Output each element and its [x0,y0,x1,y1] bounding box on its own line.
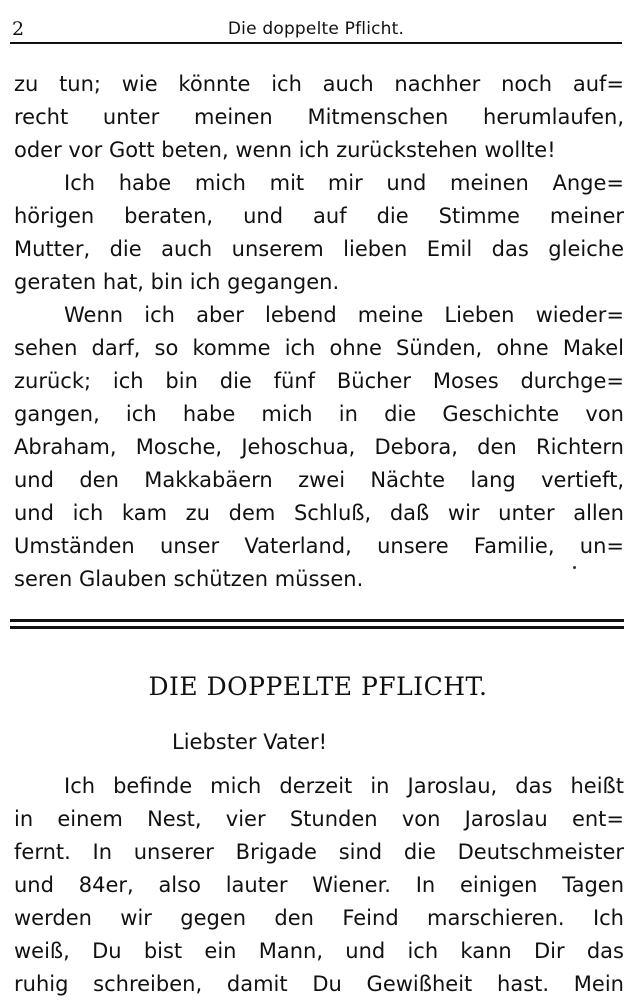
text-line: in einem Nest, vier Stunden von Jaroslau ent= [14,807,624,831]
text-line: und ich kam zu dem Schluß, daß wir unter allen [14,501,624,525]
section-rule-top [10,619,624,622]
text-line: Ich befinde mich derzeit in Jaroslau, das heißt [64,774,624,798]
page-number: 2 [12,18,25,40]
text-line: Wenn ich aber lebend meine Lieben wieder= [64,303,624,327]
text-line: oder vor Gott beten, wenn ich zurückstehen wollte! [14,138,556,162]
text-line: Ich habe mich mit mir und meinen Ange= [64,171,624,195]
text-line: sehen darf, so komme ich ohne Sünden, ohne Makel [14,336,624,360]
section-rule-bottom [10,626,624,629]
text-line: recht unter meinen Mitmenschen herumlaufen, [14,105,624,129]
text-line: seren Glauben schützen müssen. [14,567,364,591]
text-line: zu tun; wie könnte ich auch nachher noch auf= [14,72,624,96]
text-line: Abraham, Mosche, Jehoschua, Debora, den Richtern [14,435,624,459]
print-speck [573,566,576,569]
text-line: weiß, Du bist ein Mann, und ich kann Dir das [14,939,624,963]
running-head [10,14,622,40]
text-line: ruhig schreiben, damit Du Gewißheit hast. Mein [14,972,624,996]
text-line: Mutter, die auch unserem lieben Emil das gleiche [14,237,624,261]
running-title: Die doppelte Pflicht. [227,19,405,39]
text-line: werden wir gegen den Feind marschieren. Ich [14,906,624,930]
letter-ending-text [14,68,624,596]
text-line: Umständen unser Vaterland, unsere Familie, un= [14,534,624,558]
text-line: und den Makkabäern zwei Nächte lang vertieft, [14,468,624,492]
text-line: fernt. In unserer Brigade sind die Deutschmeister [14,840,624,864]
chapter-title: DIE DOPPELTE PFLICHT. [148,672,488,701]
text-line: und 84er, also lauter Wiener. In einigen Tagen [14,873,624,897]
text-line: hörigen beraten, und auf die Stimme meiner [14,204,624,228]
salutation: Liebster Vater! [172,730,327,754]
letter-body-text [14,770,624,1001]
text-line: geraten hat, bin ich gegangen. [14,270,340,294]
header-rule [10,42,622,44]
text-line: zurück; ich bin die fünf Bücher Moses durchge= [14,369,624,393]
text-line: gangen, ich habe mich in die Geschichte von [14,402,624,426]
